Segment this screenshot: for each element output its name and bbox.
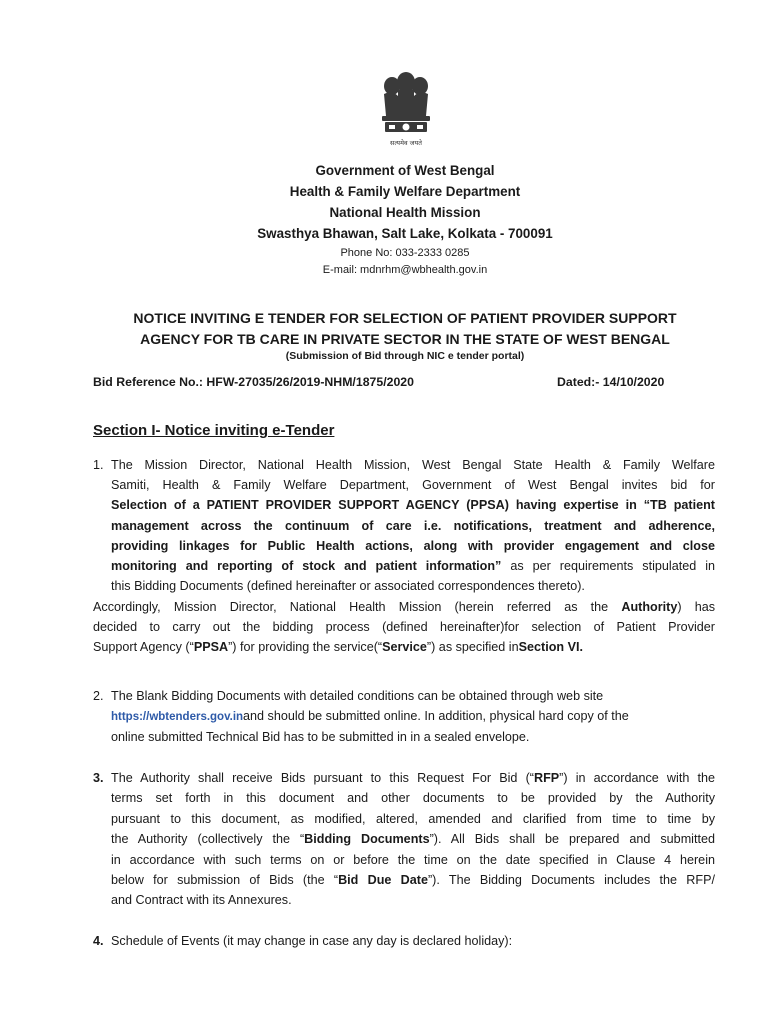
para1-text: Support Agency (“ bbox=[93, 640, 194, 654]
para1-line: providing linkages for Public Health actions, along with provider engagement and close bbox=[111, 539, 715, 553]
header-government: Government of West Bengal bbox=[315, 163, 495, 178]
ppsa-term: PPSA bbox=[193, 640, 229, 654]
section-heading: Section I- Notice inviting e-Tender bbox=[93, 422, 335, 439]
bid-due-date-term: Bid Due Date bbox=[338, 873, 428, 887]
header-department: Health & Family Welfare Department bbox=[289, 184, 521, 199]
para4-line: Schedule of Events (it may change in case any day is declared holiday): bbox=[111, 934, 513, 948]
para1-text: Accordingly, Mission Director, National Health Mission (herein referred as the bbox=[93, 600, 622, 614]
header-mission: National Health Mission bbox=[329, 205, 481, 220]
para1-number: 1. bbox=[93, 458, 104, 472]
para1-line: Samiti, Health & Family Welfare Department, Government of West Bengal invites bid for bbox=[111, 478, 715, 492]
notice-title-line2: AGENCY FOR TB CARE IN PRIVATE SECTOR IN THE STATE OF WEST BENGAL bbox=[140, 331, 670, 347]
para3-text: ”). All Bids shall be prepared and submitted bbox=[429, 832, 715, 846]
para3-text: the Authority (collectively the “ bbox=[111, 832, 305, 846]
para1-line bbox=[111, 556, 715, 576]
state-emblem bbox=[370, 70, 442, 152]
bid-date: Dated:- 14/10/2020 bbox=[557, 375, 665, 389]
para3-text: ”) in accordance with the bbox=[559, 771, 715, 785]
bid-reference: Bid Reference No.: HFW-27035/26/2019-NHM/1875/2020 bbox=[93, 375, 414, 389]
header-phone: Phone No: 033-2333 0285 bbox=[340, 247, 470, 259]
para2-text: and should be submitted online. In addition, physical hard copy of the bbox=[243, 709, 629, 723]
para3-line: pursuant to this document, as modified, altered, amended and clarified from time to time by bbox=[111, 812, 715, 826]
service-term: Service bbox=[382, 640, 427, 654]
para3-line: in accordance with such terms on or before the time on the date specified in Clause 4 herein bbox=[111, 853, 715, 867]
authority-term: Authority bbox=[621, 600, 678, 614]
para3-line bbox=[111, 870, 715, 890]
rfp-term: RFP bbox=[533, 771, 560, 785]
para1-line: this Bidding Documents (defined hereinafter or associated correspondences thereto). bbox=[111, 579, 585, 593]
header-email: E-mail: mdnrhm@wbhealth.gov.in bbox=[322, 264, 488, 276]
para2-line: The Blank Bidding Documents with detailed conditions can be obtained through web site bbox=[111, 689, 604, 703]
para2-line: online submitted Technical Bid has to be submitted in in a sealed envelope. bbox=[111, 730, 530, 744]
para1-text: ) has bbox=[677, 600, 715, 614]
para3-line: and Contract with its Annexures. bbox=[111, 893, 292, 907]
para3-number: 3. bbox=[93, 771, 104, 785]
para2-number: 2. bbox=[93, 689, 104, 703]
para1-line: The Mission Director, National Health Mission, West Bengal State Health & Family Welfare bbox=[111, 458, 715, 472]
para3-line: terms set forth in this document and other documents to be provided by the Authority bbox=[111, 791, 715, 805]
header-address: Swasthya Bhawan, Salt Lake, Kolkata - 700091 bbox=[257, 226, 553, 241]
para1-line: decided to carry out the bidding process (defined hereinafter)for selection of Patient Provider bbox=[93, 620, 715, 634]
para3-text: below for submission of Bids (the “ bbox=[111, 873, 339, 887]
para1-line: Selection of a PATIENT PROVIDER SUPPORT AGENCY (PPSA) having expertise in “TB patient bbox=[111, 498, 715, 512]
para1-line bbox=[93, 637, 583, 657]
bidding-documents-term: Bidding Documents bbox=[304, 832, 430, 846]
para1-text: ”) as specified in bbox=[426, 640, 519, 654]
para1-line bbox=[93, 597, 715, 617]
notice-subtitle: (Submission of Bid through NIC e tender portal) bbox=[285, 350, 525, 362]
para2-line bbox=[111, 706, 629, 727]
para1-text: as per requirements stipulated in bbox=[501, 559, 715, 573]
notice-title-line1: NOTICE INVITING E TENDER FOR SELECTION OF PATIENT PROVIDER SUPPORT bbox=[133, 310, 677, 326]
para1-emphasis: monitoring and reporting of stock and patient information” bbox=[111, 559, 502, 573]
para3-text: The Authority shall receive Bids pursuant to this Request For Bid (“ bbox=[111, 771, 534, 785]
para1-line: management across the continuum of care i.e. notifications, treatment and adherence, bbox=[111, 519, 715, 533]
para4-number: 4. bbox=[93, 934, 104, 948]
para3-line bbox=[111, 768, 715, 788]
emblem-caption: सत्यमेव जयते bbox=[390, 139, 422, 147]
section-vi-reference: Section VI. bbox=[518, 640, 584, 654]
para1-text: ”) for providing the service(“ bbox=[228, 640, 383, 654]
para3-line bbox=[111, 829, 715, 849]
wbtenders-link[interactable]: https://wbtenders.gov.in bbox=[111, 711, 244, 723]
para3-text: ”). The Bidding Documents includes the RFP/ bbox=[427, 873, 715, 887]
